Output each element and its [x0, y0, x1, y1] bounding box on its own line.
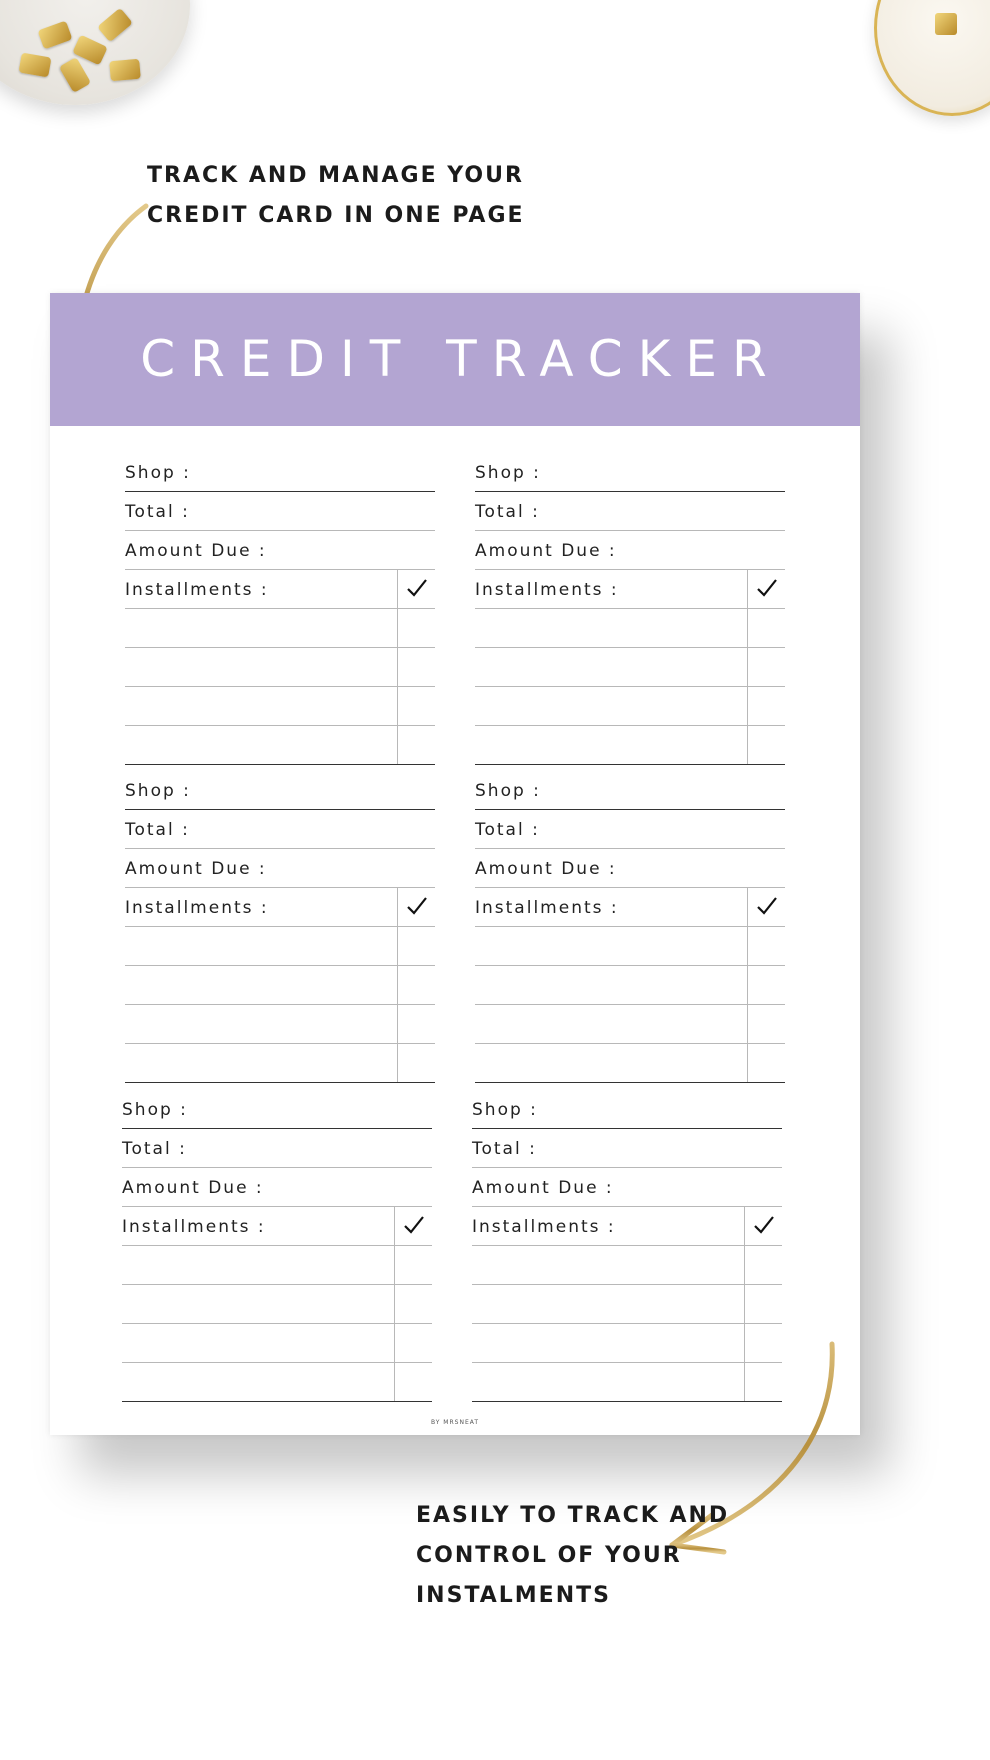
total-label: Total :	[472, 1139, 537, 1159]
amount-due-label: Amount Due :	[125, 541, 267, 561]
binder-clip-icon	[109, 59, 141, 82]
amount-due-field[interactable]	[125, 849, 435, 888]
installments-label: Installments :	[125, 580, 269, 600]
credit-tracker-sheet	[50, 293, 860, 1435]
installment-row-line[interactable]	[475, 926, 785, 927]
total-field[interactable]	[475, 810, 785, 849]
checkmark-icon	[403, 892, 431, 920]
installment-row-line[interactable]	[475, 1043, 785, 1044]
shop-label: Shop :	[122, 1100, 188, 1120]
bottom-callout-line-2: CONTROL OF YOUR	[416, 1543, 682, 1568]
bottom-callout-line-1: EASILY TO TRACK AND	[416, 1503, 730, 1528]
amount-due-field[interactable]	[125, 531, 435, 570]
total-field[interactable]	[472, 1129, 782, 1168]
shop-field[interactable]	[472, 1090, 782, 1129]
total-field[interactable]	[122, 1129, 432, 1168]
installment-row-line[interactable]	[125, 965, 435, 966]
shop-field[interactable]	[475, 771, 785, 810]
top-callout	[147, 156, 525, 236]
installment-row-line[interactable]	[125, 608, 435, 609]
total-label: Total :	[125, 502, 190, 522]
shop-label: Shop :	[472, 1100, 538, 1120]
installment-row-line[interactable]	[475, 725, 785, 726]
installment-row-line[interactable]	[125, 647, 435, 648]
installments-label: Installments :	[475, 898, 619, 918]
binder-clip-icon	[935, 13, 957, 35]
total-label: Total :	[475, 820, 540, 840]
top-callout-line-2: CREDIT CARD IN ONE PAGE	[147, 203, 525, 228]
shop-label: Shop :	[125, 463, 191, 483]
installments-table	[125, 570, 435, 765]
total-label: Total :	[122, 1139, 187, 1159]
binder-clip-icon	[18, 53, 51, 78]
check-column-divider	[747, 888, 748, 1082]
installment-row-line[interactable]	[475, 1004, 785, 1005]
installments-label: Installments :	[125, 898, 269, 918]
credit-block	[475, 771, 785, 1083]
shop-field[interactable]	[122, 1090, 432, 1129]
installment-row-line[interactable]	[125, 725, 435, 726]
installment-row-line[interactable]	[125, 1004, 435, 1005]
installment-row-line[interactable]	[122, 1362, 432, 1363]
bottom-callout	[416, 1496, 729, 1616]
checkmark-icon	[750, 1211, 778, 1239]
check-column-divider	[397, 888, 398, 1082]
shop-label: Shop :	[475, 781, 541, 801]
title-banner	[50, 293, 860, 426]
credit-block	[122, 1090, 432, 1402]
check-column-divider	[394, 1207, 395, 1401]
total-label: Total :	[475, 502, 540, 522]
installment-row-line[interactable]	[472, 1245, 782, 1246]
installment-row-line[interactable]	[125, 686, 435, 687]
amount-due-field[interactable]	[475, 531, 785, 570]
installment-row-line[interactable]	[122, 1323, 432, 1324]
installment-row-line[interactable]	[475, 647, 785, 648]
installments-table	[122, 1207, 432, 1402]
binder-clip-icon	[37, 20, 72, 49]
brand-footer-mark: BY MRSNEAT	[430, 1419, 480, 1426]
checkmark-icon	[753, 892, 781, 920]
installment-row-line[interactable]	[125, 1043, 435, 1044]
top-callout-line-1: TRACK AND MANAGE YOUR	[147, 163, 524, 188]
binder-clip-icon	[59, 57, 91, 93]
shop-field[interactable]	[125, 771, 435, 810]
amount-due-label: Amount Due :	[122, 1178, 264, 1198]
installments-table	[475, 888, 785, 1083]
installment-row-line[interactable]	[125, 926, 435, 927]
installments-label: Installments :	[475, 580, 619, 600]
installments-label: Installments :	[122, 1217, 266, 1237]
installments-table	[475, 570, 785, 765]
total-label: Total :	[125, 820, 190, 840]
total-field[interactable]	[125, 810, 435, 849]
shop-field[interactable]	[475, 453, 785, 492]
total-field[interactable]	[475, 492, 785, 531]
installment-row-line[interactable]	[122, 1284, 432, 1285]
credit-block	[125, 453, 435, 765]
amount-due-label: Amount Due :	[475, 541, 617, 561]
installments-table	[125, 888, 435, 1083]
amount-due-label: Amount Due :	[125, 859, 267, 879]
installment-row-line[interactable]	[475, 686, 785, 687]
installment-row-line[interactable]	[475, 965, 785, 966]
installment-row-line[interactable]	[472, 1284, 782, 1285]
check-column-divider	[747, 570, 748, 764]
amount-due-label: Amount Due :	[475, 859, 617, 879]
amount-due-field[interactable]	[122, 1168, 432, 1207]
checkmark-icon	[753, 574, 781, 602]
checkmark-icon	[400, 1211, 428, 1239]
sheet-title: CREDIT TRACKER	[140, 330, 782, 388]
gold-rim-dish-decoration	[874, 0, 990, 116]
amount-due-label: Amount Due :	[472, 1178, 614, 1198]
check-column-divider	[397, 570, 398, 764]
shop-field[interactable]	[125, 453, 435, 492]
installment-row-line[interactable]	[472, 1323, 782, 1324]
shop-label: Shop :	[125, 781, 191, 801]
total-field[interactable]	[125, 492, 435, 531]
credit-block	[475, 453, 785, 765]
installments-label: Installments :	[472, 1217, 616, 1237]
installment-row-line[interactable]	[122, 1245, 432, 1246]
credit-block	[125, 771, 435, 1083]
shop-label: Shop :	[475, 463, 541, 483]
binder-clip-icon	[97, 8, 133, 43]
amount-due-field[interactable]	[475, 849, 785, 888]
bottom-callout-line-3: INSTALMENTS	[416, 1583, 611, 1608]
gold-clips-bowl-decoration	[0, 0, 190, 105]
installment-row-line[interactable]	[475, 608, 785, 609]
checkmark-icon	[403, 574, 431, 602]
amount-due-field[interactable]	[472, 1168, 782, 1207]
